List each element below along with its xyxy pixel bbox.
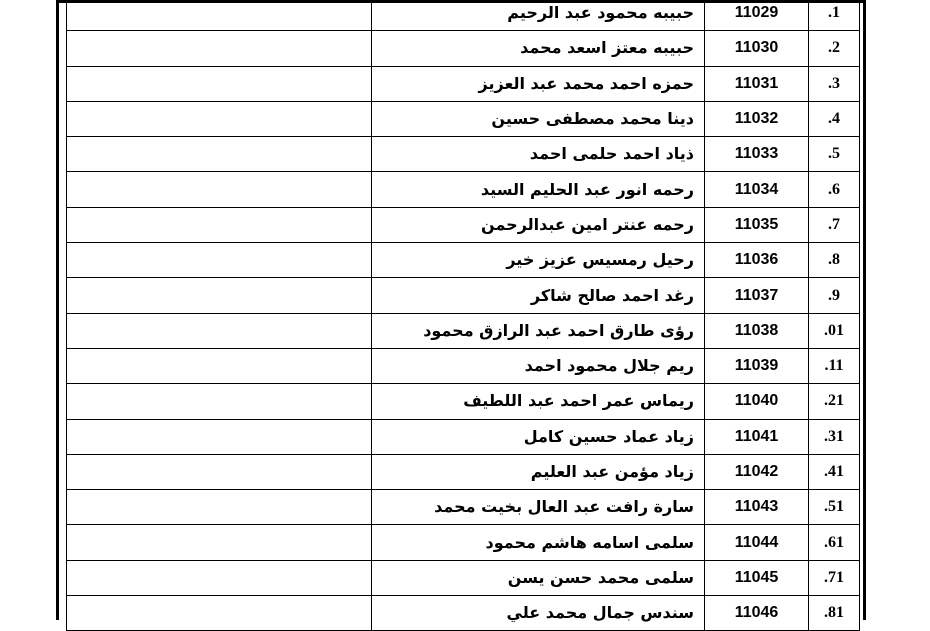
row-number-label: 14. <box>824 463 844 480</box>
seat-number-cell: 11043 <box>705 490 809 525</box>
row-number-cell <box>809 278 860 313</box>
student-name-cell: رغد احمد صالح شاكر <box>372 278 705 313</box>
table-row <box>67 243 860 278</box>
student-name-cell: سلمى اسامه هاشم محمود <box>372 525 705 560</box>
seat-number-cell: 11040 <box>705 384 809 419</box>
seat-number-cell: 11035 <box>705 207 809 242</box>
notes-cell <box>67 560 372 595</box>
notes-cell <box>67 207 372 242</box>
row-number-label: 18. <box>824 604 844 622</box>
row-number-label: 10. <box>824 321 844 339</box>
notes-cell <box>67 101 372 136</box>
student-name-cell: حمزه احمد محمد عبد العزيز <box>372 66 705 101</box>
row-number-label: 8. <box>828 251 840 269</box>
table-row <box>67 454 860 489</box>
row-number-label: 16. <box>824 533 844 551</box>
table-row <box>67 490 860 525</box>
table-row <box>67 313 860 348</box>
notes-cell <box>67 31 372 66</box>
table-row <box>67 0 860 31</box>
student-name-cell: حبيبه محمود عبد الرحيم <box>372 0 705 31</box>
table-row <box>67 348 860 383</box>
seat-number-cell: 11034 <box>705 172 809 207</box>
row-number-label: 1. <box>828 4 840 22</box>
row-number-cell <box>809 596 860 631</box>
seat-number-cell: 11039 <box>705 348 809 383</box>
seat-number-cell: 11046 <box>705 596 809 631</box>
student-name-cell: سندس جمال محمد علي <box>372 596 705 631</box>
row-number-cell <box>809 313 860 348</box>
row-number-cell <box>809 137 860 172</box>
row-number-cell <box>809 525 860 560</box>
student-name-cell: رحيل رمسيس عزيز خير <box>372 243 705 278</box>
table-row <box>67 419 860 454</box>
row-number-cell <box>809 384 860 419</box>
notes-cell <box>67 172 372 207</box>
table-row <box>67 596 860 631</box>
row-number-label: 2. <box>828 39 840 57</box>
seat-number-cell: 11045 <box>705 560 809 595</box>
student-name-cell: رحمه انور عبد الحليم السيد <box>372 172 705 207</box>
table-row <box>67 278 860 313</box>
seat-number-cell: 11032 <box>705 101 809 136</box>
roster-body <box>67 0 860 631</box>
notes-cell <box>67 348 372 383</box>
row-number-cell <box>809 454 860 489</box>
student-name-cell: ريم جلال محمود احمد <box>372 348 705 383</box>
table-row <box>67 207 860 242</box>
notes-cell <box>67 490 372 525</box>
row-number-cell <box>809 243 860 278</box>
row-number-cell <box>809 348 860 383</box>
table-row <box>67 172 860 207</box>
notes-cell <box>67 137 372 172</box>
notes-cell <box>67 419 372 454</box>
row-number-cell <box>809 490 860 525</box>
page-border-left <box>56 0 59 620</box>
row-number-label: 11. <box>824 357 844 375</box>
row-number-label: 5. <box>828 145 840 163</box>
table-row <box>67 137 860 172</box>
notes-cell <box>67 278 372 313</box>
row-number-cell <box>809 560 860 595</box>
table-row <box>67 66 860 101</box>
student-name-cell: ريماس عمر احمد عبد اللطيف <box>372 384 705 419</box>
notes-cell <box>67 313 372 348</box>
seat-number-cell: 11030 <box>705 31 809 66</box>
row-number-cell <box>809 31 860 66</box>
seat-number-cell: 11038 <box>705 313 809 348</box>
row-number-label: 12. <box>824 392 844 410</box>
notes-cell <box>67 0 372 31</box>
student-name-cell: دينا محمد مصطفى حسين <box>372 101 705 136</box>
row-number-label: 9. <box>828 286 840 304</box>
row-number-cell <box>809 0 860 31</box>
row-number-cell <box>809 101 860 136</box>
row-number-label: 17. <box>824 568 844 586</box>
row-number-label: 13. <box>824 427 844 445</box>
row-number-cell <box>809 66 860 101</box>
row-number-label: 4. <box>828 110 840 128</box>
seat-number-cell: 11029 <box>705 0 809 31</box>
notes-cell <box>67 384 372 419</box>
student-name-cell: زياد مؤمن عبد العليم <box>372 454 705 489</box>
student-name-cell: رؤى طارق احمد عبد الرازق محمود <box>372 313 705 348</box>
student-name-cell: زياد عماد حسين كامل <box>372 419 705 454</box>
row-number-cell <box>809 172 860 207</box>
table-row <box>67 560 860 595</box>
notes-cell <box>67 525 372 560</box>
student-name-cell: حبيبه معتز اسعد محمد <box>372 31 705 66</box>
row-number-label: 7. <box>828 215 840 233</box>
row-number-label: 6. <box>828 180 840 198</box>
student-name-cell: ذياد احمد حلمى احمد <box>372 137 705 172</box>
row-number-label: 3. <box>828 74 840 92</box>
table-row <box>67 31 860 66</box>
table-row <box>67 384 860 419</box>
notes-cell <box>67 454 372 489</box>
seat-number-cell: 11041 <box>705 419 809 454</box>
student-name-cell: سلمى محمد حسن يسن <box>372 560 705 595</box>
seat-number-cell: 11033 <box>705 137 809 172</box>
row-number-cell <box>809 207 860 242</box>
seat-number-cell: 11036 <box>705 243 809 278</box>
seat-number-cell: 11037 <box>705 278 809 313</box>
notes-cell <box>67 596 372 631</box>
student-name-cell: رحمه عنتر امين عبدالرحمن <box>372 207 705 242</box>
notes-cell <box>67 243 372 278</box>
table-row <box>67 525 860 560</box>
student-roster-table <box>66 0 860 631</box>
page-border-right <box>863 0 866 620</box>
seat-number-cell: 11031 <box>705 66 809 101</box>
row-number-label: 15. <box>824 498 844 516</box>
student-name-cell: سارة رافت عبد العال بخيت محمد <box>372 490 705 525</box>
seat-number-cell: 11042 <box>705 454 809 489</box>
notes-cell <box>67 66 372 101</box>
row-number-cell <box>809 419 860 454</box>
table-row <box>67 101 860 136</box>
seat-number-cell: 11044 <box>705 525 809 560</box>
